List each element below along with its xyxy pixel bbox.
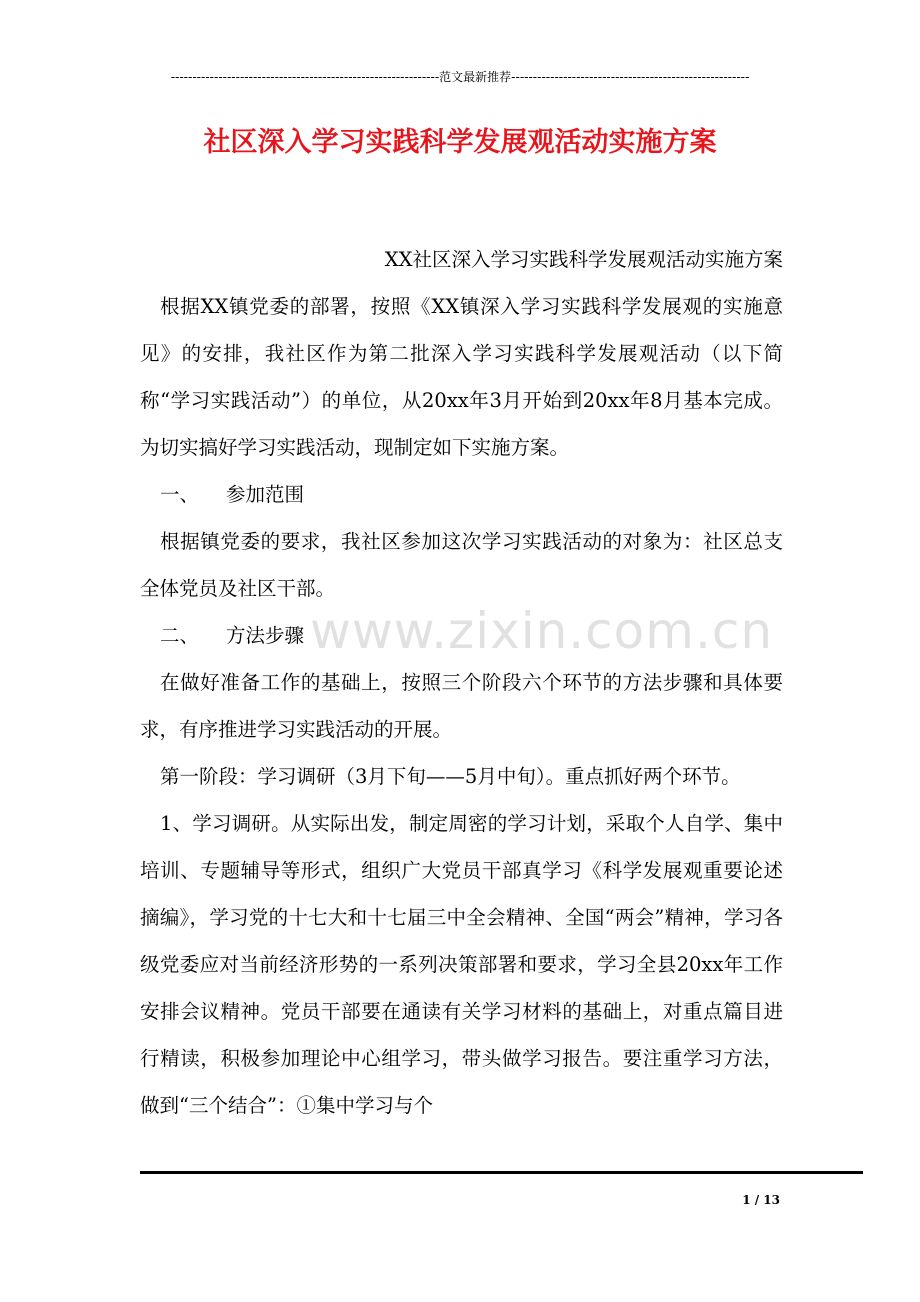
page-number: 1 / 13 bbox=[742, 1193, 780, 1207]
paragraph-stage-one: 第一阶段：学习调研（3月下旬——5月中旬）。重点抓好两个环节。 bbox=[160, 765, 741, 788]
page-header: --------------------------------------------------------------范文最新推荐------------------------------------------------------- bbox=[170, 70, 750, 84]
paragraph-study: 1、学习调研。从实际出发，制定周密的学习计划，采取个人自学、集中培训、专题辅导等形式，组织广大党员干部真学习《科学发展观重要论述摘编》，学习党的十七大和十七届三中全会精神、全国“两会”精神，学习各级党委应对当前经济形势的一系列决策部署和要求，学习全县20xx年工作安排会议精神。党员干部要在通读有关学习材料的基础上，对重点篇目进行精读，积极参加理论中心组学习，带头做学习报告。要注重学习方法，做到“三个结合”：①集中学习与个 bbox=[140, 812, 783, 1117]
section-number: 二、 bbox=[160, 624, 200, 647]
paragraph-steps: 在做好准备工作的基础上，按照三个阶段六个环节的方法步骤和具体要求，有序推进学习实践活动的开展。 bbox=[140, 671, 783, 741]
document-title: 社区深入学习实践科学发展观活动实施方案 bbox=[203, 127, 717, 158]
section-number: 一、 bbox=[160, 483, 200, 506]
section-heading-scope bbox=[140, 471, 783, 518]
watermark: www.zixin.com.cn bbox=[310, 602, 774, 660]
subtitle: XX社区深入学习实践科学发展观活动实施方案 bbox=[384, 248, 783, 271]
footer-divider bbox=[140, 1171, 863, 1175]
document-body bbox=[140, 236, 783, 1129]
paragraph-intro: 根据XX镇党委的部署，按照《XX镇深入学习实践科学发展观的实施意见》的安排，我社区作为第二批深入学习实践科学发展观活动（以下简称“学习实践活动”）的单位，从20xx年3月开始到20xx年8月基本完成。为切实搞好学习实践活动，现制定如下实施方案。 bbox=[140, 295, 783, 459]
section-title: 方法步骤 bbox=[226, 624, 305, 647]
paragraph-scope: 根据镇党委的要求，我社区参加这次学习实践活动的对象为：社区总支全体党员及社区干部。 bbox=[140, 530, 783, 600]
section-title: 参加范围 bbox=[226, 483, 305, 506]
